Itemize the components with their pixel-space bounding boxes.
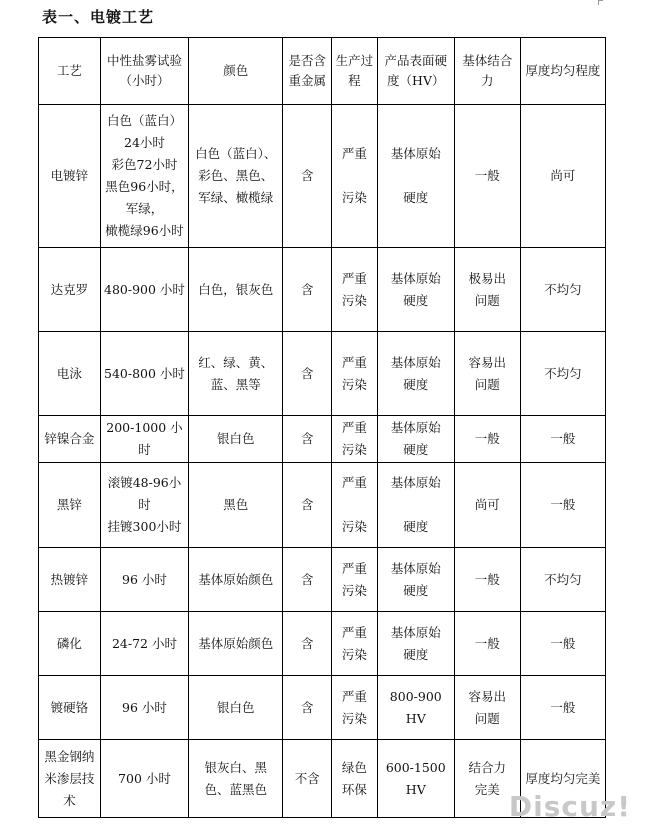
cell-adhesion: 一般 bbox=[454, 416, 520, 463]
cell-production: 严重 污染 bbox=[332, 548, 378, 612]
cell-process: 镀硬铬 bbox=[39, 676, 101, 740]
cell-heavy-metal: 不含 bbox=[283, 740, 332, 818]
cell-salt-spray: 200-1000 小时 bbox=[100, 416, 188, 463]
table-row bbox=[39, 612, 606, 676]
cell-process: 达克罗 bbox=[39, 248, 101, 332]
cell-production: 严重 污染 bbox=[332, 248, 378, 332]
cell-salt-spray: 白色（蓝白）24小时 彩色72小时 黑色96小时，军绿， 橄榄绿96小时 bbox=[100, 105, 188, 248]
header-thickness: 厚度均匀程度 bbox=[520, 38, 605, 105]
cell-process: 磷化 bbox=[39, 612, 101, 676]
cell-hardness: 基体原始 硬度 bbox=[377, 332, 454, 416]
electroplating-table bbox=[38, 37, 606, 818]
cell-heavy-metal: 含 bbox=[283, 416, 332, 463]
header-salt-spray: 中性盐雾试验（小时） bbox=[100, 38, 188, 105]
cell-thickness: 尚可 bbox=[520, 105, 605, 248]
cell-production: 绿色 环保 bbox=[332, 740, 378, 818]
cell-hardness: 基体原始 硬度 bbox=[377, 548, 454, 612]
cell-color: 黑色 bbox=[189, 463, 283, 548]
table-row bbox=[39, 463, 606, 548]
cell-salt-spray: 24-72 小时 bbox=[100, 612, 188, 676]
cell-heavy-metal: 含 bbox=[283, 612, 332, 676]
cell-color: 红、绿、黄、蓝、黑等 bbox=[189, 332, 283, 416]
cell-color: 银灰白、黑色、蓝黑色 bbox=[189, 740, 283, 818]
table-row bbox=[39, 676, 606, 740]
cell-thickness: 一般 bbox=[520, 463, 605, 548]
cell-adhesion: 一般 bbox=[454, 612, 520, 676]
table-row bbox=[39, 332, 606, 416]
cell-adhesion: 容易出 问题 bbox=[454, 332, 520, 416]
cell-process: 黑锌 bbox=[39, 463, 101, 548]
header-hardness: 产品表面硬度（HV） bbox=[377, 38, 454, 105]
cell-color: 基体原始颜色 bbox=[189, 612, 283, 676]
table-row bbox=[39, 548, 606, 612]
cell-thickness: 不均匀 bbox=[520, 248, 605, 332]
cell-heavy-metal: 含 bbox=[283, 548, 332, 612]
cell-thickness: 一般 bbox=[520, 416, 605, 463]
header-process: 工艺 bbox=[39, 38, 101, 105]
cell-hardness: 基体原始 硬度 bbox=[377, 463, 454, 548]
cell-hardness: 600-1500 HV bbox=[377, 740, 454, 818]
cell-heavy-metal: 含 bbox=[283, 105, 332, 248]
cell-heavy-metal: 含 bbox=[283, 248, 332, 332]
cell-production: 严重 污染 bbox=[332, 105, 378, 248]
cell-hardness: 800-900 HV bbox=[377, 676, 454, 740]
cell-salt-spray: 700 小时 bbox=[100, 740, 188, 818]
cell-salt-spray: 96 小时 bbox=[100, 548, 188, 612]
table-row bbox=[39, 248, 606, 332]
cell-hardness: 基体原始 硬度 bbox=[377, 105, 454, 248]
cell-color: 白色（蓝白）、彩色、黑色、军绿、橄榄绿 bbox=[189, 105, 283, 248]
cell-color: 白色，银灰色 bbox=[189, 248, 283, 332]
cell-process: 热镀锌 bbox=[39, 548, 101, 612]
cell-production: 严重 污染 bbox=[332, 416, 378, 463]
cell-adhesion: 尚可 bbox=[454, 463, 520, 548]
cell-heavy-metal: 含 bbox=[283, 332, 332, 416]
cell-hardness: 基体原始 硬度 bbox=[377, 248, 454, 332]
cell-color: 银白色 bbox=[189, 676, 283, 740]
cell-thickness: 厚度均匀完美 bbox=[520, 740, 605, 818]
header-adhesion: 基体结合力 bbox=[454, 38, 520, 105]
page-corner-mark bbox=[598, 0, 603, 5]
cell-salt-spray: 480-900 小时 bbox=[100, 248, 188, 332]
cell-process: 黑金钢纳米渗层技术 bbox=[39, 740, 101, 818]
cell-thickness: 不均匀 bbox=[520, 548, 605, 612]
cell-process: 锌镍合金 bbox=[39, 416, 101, 463]
cell-thickness: 一般 bbox=[520, 612, 605, 676]
header-production: 生产过程 bbox=[332, 38, 378, 105]
cell-salt-spray: 96 小时 bbox=[100, 676, 188, 740]
cell-thickness: 一般 bbox=[520, 676, 605, 740]
cell-salt-spray: 540-800 小时 bbox=[100, 332, 188, 416]
cell-production: 严重 污染 bbox=[332, 463, 378, 548]
cell-hardness: 基体原始 硬度 bbox=[377, 612, 454, 676]
cell-color: 银白色 bbox=[189, 416, 283, 463]
cell-adhesion: 结合力 完美 bbox=[454, 740, 520, 818]
cell-process: 电镀锌 bbox=[39, 105, 101, 248]
cell-thickness: 不均匀 bbox=[520, 332, 605, 416]
cell-adhesion: 一般 bbox=[454, 105, 520, 248]
cell-heavy-metal: 含 bbox=[283, 463, 332, 548]
document-title: 表一、电镀工艺 bbox=[42, 8, 155, 26]
table-row bbox=[39, 105, 606, 248]
discuz-watermark: Discuz! bbox=[508, 790, 631, 823]
cell-heavy-metal: 含 bbox=[283, 676, 332, 740]
header-row bbox=[39, 38, 606, 105]
cell-hardness: 基体原始 硬度 bbox=[377, 416, 454, 463]
header-heavy-metal: 是否含重金属 bbox=[283, 38, 332, 105]
cell-production: 严重 污染 bbox=[332, 612, 378, 676]
cell-color: 基体原始颜色 bbox=[189, 548, 283, 612]
cell-adhesion: 极易出 问题 bbox=[454, 248, 520, 332]
cell-adhesion: 一般 bbox=[454, 548, 520, 612]
cell-production: 严重 污染 bbox=[332, 332, 378, 416]
cell-adhesion: 容易出 问题 bbox=[454, 676, 520, 740]
header-color: 颜色 bbox=[189, 38, 283, 105]
table-row bbox=[39, 416, 606, 463]
cell-production: 严重 污染 bbox=[332, 676, 378, 740]
cell-process: 电泳 bbox=[39, 332, 101, 416]
cell-salt-spray: 滚镀48-96小时 挂镀300小时 bbox=[100, 463, 188, 548]
